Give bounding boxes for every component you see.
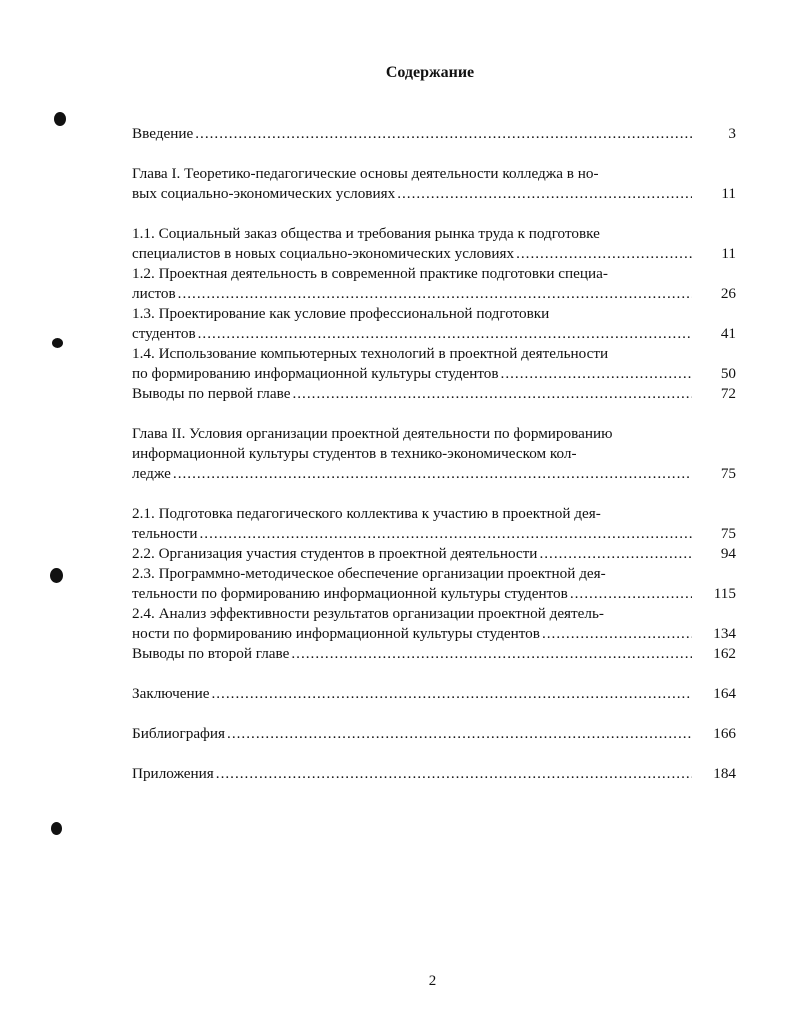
- toc-page-number: 72: [720, 385, 736, 402]
- leader-dots: [195, 124, 692, 144]
- toc-entry-chapter-2[interactable]: [132, 424, 736, 484]
- leader-dots: [216, 764, 692, 784]
- toc-page-number: 26: [720, 285, 736, 302]
- toc-page-number: 50: [720, 365, 736, 382]
- ink-blot: [54, 112, 66, 126]
- toc-page-number: 11: [721, 185, 736, 202]
- ink-blot: [51, 822, 62, 835]
- toc-entry-text: Глава I. Теоретико-педагогические основы деятельности колледжа в но-: [132, 165, 599, 182]
- toc-entry-text: 2.1. Подготовка педагогического коллектива к участию в проектной дея-: [132, 505, 601, 522]
- toc-page-number: 3: [728, 125, 736, 142]
- toc-page-number: 162: [713, 645, 736, 662]
- leader-dots: [211, 684, 692, 704]
- toc-entry-section-1-2[interactable]: [132, 264, 736, 304]
- toc-entry-text: Выводы по первой главе: [132, 385, 291, 402]
- toc-entry-text: Библиография: [132, 725, 226, 742]
- toc-entry-chapter-1[interactable]: [132, 164, 736, 204]
- page-title: Содержание: [385, 64, 475, 81]
- toc-entry-section-1-4[interactable]: [132, 344, 736, 384]
- toc-entry-section-1-1[interactable]: [132, 224, 736, 264]
- ink-blot: [50, 568, 63, 583]
- toc-entry-text: ледже: [132, 465, 171, 482]
- toc-page-number: 41: [720, 325, 736, 342]
- toc-entry-text: по формированию информационной культуры студентов: [132, 365, 499, 382]
- toc-entry-chapter-2-conclusions[interactable]: [132, 644, 736, 664]
- toc-entry-text: ности по формированию информационной культуры студентов: [132, 625, 540, 642]
- toc-entry-text: тельности: [132, 525, 198, 542]
- toc-entry-text: Введение: [132, 125, 194, 142]
- toc-page-number: 164: [713, 685, 736, 702]
- toc-entry-text: 2.3. Программно-методическое обеспечение организации проектной дея-: [132, 565, 606, 582]
- toc-entry-text: 2.4. Анализ эффективности результатов организации проектной деятель-: [132, 605, 604, 622]
- toc-entry-conclusion[interactable]: [132, 684, 736, 704]
- leader-dots: [397, 184, 692, 204]
- leader-dots: [501, 364, 692, 384]
- toc-entry-text: 1.2. Проектная деятельность в современной практике подготовки специа-: [132, 265, 608, 282]
- toc-entry-section-2-2[interactable]: [132, 544, 736, 564]
- toc-page-number: 134: [713, 625, 736, 642]
- toc-page-number: 75: [720, 465, 736, 482]
- leader-dots: [291, 644, 692, 664]
- leader-dots: [178, 284, 692, 304]
- toc-entry-chapter-1-conclusions[interactable]: [132, 384, 736, 404]
- toc-entry-text: Глава II. Условия организации проектной деятельности по формированию: [132, 425, 613, 442]
- toc-entry-text: специалистов в новых социально-экономических условиях: [132, 245, 515, 262]
- toc-entry-text: 1.4. Использование компьютерных технологий в проектной деятельности: [132, 345, 609, 362]
- toc-entry-text: вых социально-экономических условиях: [132, 185, 396, 202]
- toc-page-number: 184: [713, 765, 736, 782]
- page-number: 2: [428, 973, 437, 989]
- toc-page-number: 166: [713, 725, 736, 742]
- leader-dots: [227, 724, 692, 744]
- leader-dots: [173, 464, 692, 484]
- toc-entry-text: информационной культуры студентов в технико-экономическом кол-: [132, 445, 577, 462]
- toc-entry-text: 1.3. Проектирование как условие профессиональной подготовки: [132, 305, 550, 322]
- toc-entry-text: Заключение: [132, 685, 210, 702]
- toc-entry-section-2-1[interactable]: [132, 504, 736, 544]
- toc-entry-section-2-4[interactable]: [132, 604, 736, 644]
- table-of-contents: [132, 124, 736, 784]
- leader-dots: [539, 544, 692, 564]
- ink-blot: [52, 338, 63, 348]
- toc-entry-bibliography[interactable]: [132, 724, 736, 744]
- toc-entry-text: студентов: [132, 325, 196, 342]
- toc-entry-text: листов: [132, 285, 176, 302]
- toc-entry-text: Выводы по второй главе: [132, 645, 290, 662]
- leader-dots: [542, 624, 692, 644]
- leader-dots: [570, 584, 692, 604]
- toc-entry-appendices[interactable]: [132, 764, 736, 784]
- toc-page-number: 115: [713, 585, 736, 602]
- toc-page-number: 94: [720, 545, 736, 562]
- leader-dots: [292, 384, 692, 404]
- toc-page-number: 11: [721, 245, 736, 262]
- toc-page-number: 75: [720, 525, 736, 542]
- toc-entry-text: 2.2. Организация участия студентов в проектной деятельности: [132, 545, 538, 562]
- leader-dots: [198, 324, 692, 344]
- toc-entry-section-1-3[interactable]: [132, 304, 736, 344]
- toc-entry-text: Приложения: [132, 765, 214, 782]
- toc-entry-section-2-3[interactable]: [132, 564, 736, 604]
- leader-dots: [200, 524, 693, 544]
- leader-dots: [516, 244, 692, 264]
- toc-entry-text: 1.1. Социальный заказ общества и требования рынка труда к подготовке: [132, 225, 600, 242]
- toc-entry-introduction[interactable]: [132, 124, 736, 144]
- toc-entry-text: тельности по формированию информационной культуры студентов: [132, 585, 568, 602]
